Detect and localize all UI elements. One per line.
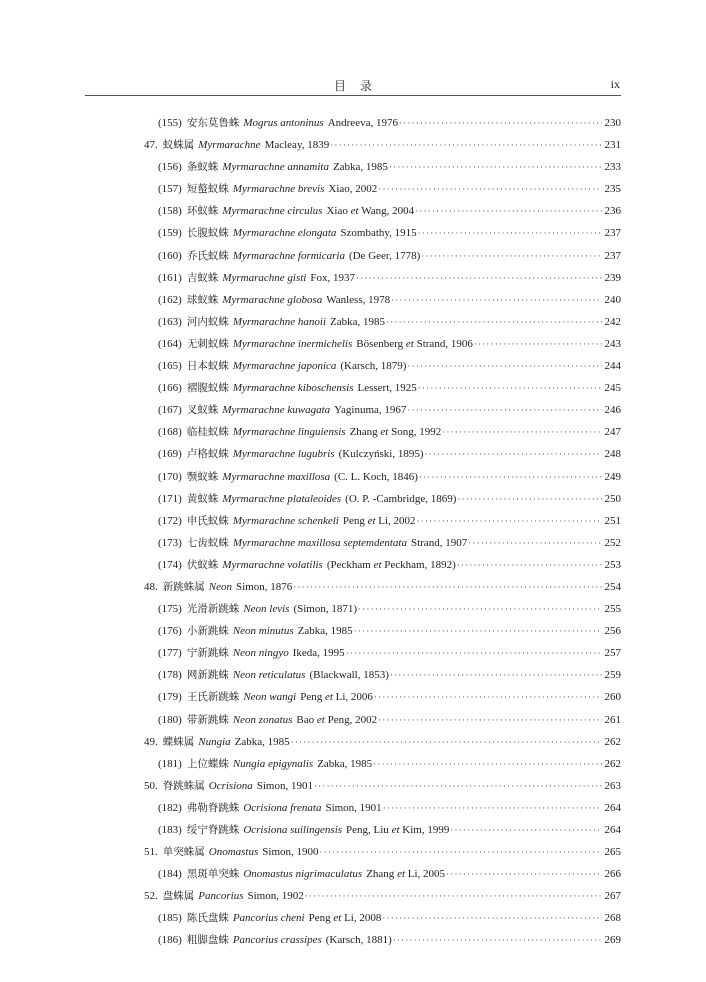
- toc-species-entry[interactable]: [144, 601, 621, 623]
- toc-species-entry[interactable]: [144, 756, 621, 778]
- entry-number: (170): [158, 470, 182, 483]
- scientific-name: Myrmarachne plataleoides: [222, 492, 342, 505]
- toc-species-entry[interactable]: [144, 159, 621, 181]
- entry-number: (162): [158, 293, 182, 306]
- entry-page-number: 231: [604, 139, 621, 152]
- entry-page-number: 262: [604, 757, 621, 770]
- author: Simon, 1876: [235, 580, 293, 593]
- scientific-name: Nungia epigynalis: [232, 757, 314, 770]
- entry-page-number: 244: [604, 360, 621, 373]
- leader-dots: [399, 118, 602, 128]
- entry-number: (166): [158, 382, 182, 395]
- chinese-name: 新跳蛛属: [162, 580, 205, 593]
- leader-dots: [314, 781, 602, 791]
- header-rule: [85, 95, 621, 96]
- entry-page-number: 235: [604, 183, 621, 196]
- author-et: et: [350, 205, 359, 218]
- author: Peng: [308, 912, 331, 925]
- entry-page-number: 250: [604, 492, 621, 505]
- scientific-name: Neon zonatus: [232, 713, 293, 726]
- toc-species-entry[interactable]: [144, 712, 621, 734]
- scientific-name: Neon: [208, 580, 232, 593]
- scientific-name: Neon ningyo: [232, 647, 289, 660]
- leader-dots: [330, 140, 602, 150]
- author: Peng: [342, 514, 365, 527]
- author: (Karsch, 1881): [325, 934, 392, 947]
- toc-species-entry[interactable]: [144, 623, 621, 645]
- toc-species-entry[interactable]: [144, 932, 621, 954]
- chinese-name: 王氏新跳蛛: [186, 691, 240, 704]
- scientific-name: Myrmarachne schenkeli: [232, 514, 339, 527]
- chinese-name: 七齿蚁蛛: [186, 536, 229, 549]
- entry-number: (174): [158, 558, 182, 571]
- author: Xiao: [326, 205, 348, 218]
- entry-number: (158): [158, 205, 182, 218]
- chinese-name: 河内蚁蛛: [186, 315, 229, 328]
- entry-page-number: 260: [604, 691, 621, 704]
- leader-dots: [293, 582, 602, 592]
- author: Zabka, 1985: [317, 757, 373, 770]
- scientific-name: Myrmarachne circulus: [222, 205, 323, 218]
- toc-species-entry[interactable]: [144, 645, 621, 667]
- toc-species-entry[interactable]: [144, 181, 621, 203]
- chinese-name: 褶腹蚁蛛: [186, 382, 229, 395]
- toc-species-entry[interactable]: [144, 822, 621, 844]
- running-header-title: 目录: [333, 79, 386, 93]
- toc-species-entry[interactable]: [144, 270, 621, 292]
- author: Szombathy, 1915: [340, 227, 417, 240]
- entry-number: (179): [158, 691, 182, 704]
- leader-dots: [390, 670, 602, 680]
- toc-species-entry[interactable]: [144, 225, 621, 247]
- toc-species-entry[interactable]: [144, 866, 621, 888]
- toc-genus-entry[interactable]: [144, 734, 621, 756]
- author: Xiao, 2002: [328, 183, 378, 196]
- entry-number: (161): [158, 271, 182, 284]
- entry-number: (178): [158, 669, 182, 682]
- chinese-name: 卢格蚁蛛: [186, 448, 229, 461]
- author-et: et: [380, 426, 389, 439]
- entry-number: (173): [158, 536, 182, 549]
- leader-dots: [373, 759, 602, 769]
- scientific-name: Onomastus nigrimaculatus: [243, 868, 363, 881]
- toc-genus-entry[interactable]: [144, 778, 621, 800]
- chinese-name: 颚蚁蛛: [186, 470, 219, 483]
- entry-page-number: 242: [604, 315, 621, 328]
- chinese-name: 日本蚁蛛: [186, 360, 229, 373]
- toc-species-entry[interactable]: [144, 203, 621, 225]
- leader-dots: [457, 494, 602, 504]
- table-of-contents: [144, 115, 621, 955]
- leader-dots: [442, 427, 602, 437]
- author: Peng: [300, 691, 323, 704]
- scientific-name: Myrmarachne globosa: [222, 293, 323, 306]
- entry-number: 47.: [144, 139, 158, 152]
- leader-dots: [407, 361, 602, 371]
- author: (O. P. -Cambridge, 1869): [345, 492, 457, 505]
- entry-number: (164): [158, 337, 182, 350]
- author: Bösenberg: [356, 337, 404, 350]
- leader-dots: [356, 273, 602, 283]
- scientific-name: Myrmarachne: [198, 139, 261, 152]
- entry-page-number: 257: [604, 647, 621, 660]
- leader-dots: [354, 626, 602, 636]
- toc-species-entry[interactable]: [144, 358, 621, 380]
- scientific-name: Myrmarachne kuwagata: [222, 404, 331, 417]
- scientific-name: Myrmarachne brevis: [232, 183, 325, 196]
- leader-dots: [378, 184, 602, 194]
- chinese-name: 小新跳蛛: [186, 625, 229, 638]
- entry-number: (181): [158, 757, 182, 770]
- author: Zabka, 1985: [297, 625, 353, 638]
- leader-dots: [320, 847, 603, 857]
- author-second: Li, 2002: [378, 514, 416, 527]
- entry-number: (177): [158, 647, 182, 660]
- toc-species-entry[interactable]: [144, 800, 621, 822]
- leader-dots: [382, 913, 602, 923]
- author-second: Li, 2005: [407, 868, 446, 881]
- leader-dots: [418, 383, 602, 393]
- leader-dots: [418, 228, 602, 238]
- entry-page-number: 237: [604, 227, 621, 240]
- entry-number: 48.: [144, 580, 158, 593]
- chinese-name: 上位蝶蛛: [186, 757, 229, 770]
- author-second: Strand, 1906: [416, 337, 473, 350]
- leader-dots: [457, 560, 602, 570]
- author-et: et: [391, 824, 400, 836]
- chinese-name: 盘蛛属: [162, 890, 195, 903]
- entry-number: (184): [158, 868, 182, 881]
- scientific-name: Ocrisiona suilingensis: [243, 824, 343, 836]
- leader-dots: [346, 648, 602, 658]
- entry-number: 52.: [144, 890, 158, 903]
- entry-number: (160): [158, 249, 182, 262]
- leader-dots: [391, 295, 602, 305]
- author-second: Li, 2008: [344, 912, 382, 925]
- author-et: et: [367, 514, 376, 527]
- toc-species-entry[interactable]: [144, 424, 621, 446]
- scientific-name: Myrmarachne kiboschensis: [232, 382, 354, 395]
- leader-dots: [291, 737, 602, 747]
- chinese-name: 绥宁脊跳蛛: [186, 824, 240, 836]
- entry-page-number: 264: [604, 801, 621, 814]
- entry-number: (157): [158, 183, 182, 196]
- author: (Simon, 1871): [293, 603, 358, 616]
- chinese-name: 环蚁蛛: [186, 205, 219, 218]
- scientific-name: Neon wangi: [243, 691, 297, 704]
- toc-genus-entry[interactable]: [144, 579, 621, 601]
- chinese-name: 乔氏蚁蛛: [186, 249, 229, 262]
- scientific-name: Myrmarachne maxillosa: [222, 470, 331, 483]
- chinese-name: 蝶蛛属: [162, 735, 195, 748]
- leader-dots: [374, 692, 602, 702]
- entry-page-number: 268: [604, 912, 621, 925]
- entry-page-number: 255: [604, 603, 621, 616]
- leader-dots: [393, 935, 602, 945]
- toc-genus-entry[interactable]: [144, 137, 621, 159]
- entry-number: (156): [158, 161, 182, 174]
- scientific-name: Neon levis: [243, 603, 290, 616]
- entry-page-number: 247: [604, 426, 621, 439]
- entry-page-number: 252: [604, 536, 621, 549]
- chinese-name: 无刺蚁蛛: [186, 337, 229, 350]
- leader-dots: [425, 449, 602, 459]
- chinese-name: 粗脚盘蛛: [186, 934, 229, 947]
- leader-dots: [407, 405, 602, 415]
- author-et: et: [316, 713, 325, 726]
- entry-page-number: 263: [604, 779, 621, 792]
- author: (De Geer, 1778): [348, 249, 421, 262]
- scientific-name: Mogrus antoninus: [243, 117, 324, 129]
- chinese-name: 申氏蚁蛛: [186, 514, 229, 527]
- toc-species-entry[interactable]: [144, 667, 621, 689]
- chinese-name: 陈氏盘蛛: [186, 912, 229, 925]
- entry-page-number: 261: [604, 713, 621, 726]
- entry-page-number: 243: [604, 337, 621, 350]
- chinese-name: 弗勒脊跳蛛: [186, 801, 240, 814]
- toc-species-entry[interactable]: [144, 557, 621, 579]
- author-et: et: [405, 337, 414, 350]
- author: (Blackwall, 1853): [309, 669, 389, 682]
- entry-number: 50.: [144, 779, 158, 792]
- chinese-name: 脊跳蛛属: [162, 779, 205, 792]
- scientific-name: Neon minutus: [232, 625, 294, 638]
- toc-species-entry[interactable]: [144, 292, 621, 314]
- scientific-name: Ocrisiona: [208, 779, 253, 792]
- toc-species-entry[interactable]: [144, 446, 621, 468]
- author: Zhang: [366, 868, 395, 881]
- entry-number: (155): [158, 117, 182, 129]
- leader-dots: [386, 317, 602, 327]
- leader-dots: [305, 891, 602, 901]
- toc-species-entry[interactable]: [144, 115, 621, 137]
- scientific-name: Myrmarachne linguiensis: [232, 426, 346, 439]
- leader-dots: [358, 604, 602, 614]
- entry-page-number: 249: [604, 470, 621, 483]
- scientific-name: Pancorius: [198, 890, 244, 903]
- leader-dots: [417, 516, 602, 526]
- toc-species-entry[interactable]: [144, 314, 621, 336]
- author: Yaginuma, 1967: [334, 404, 407, 417]
- leader-dots: [474, 339, 602, 349]
- author: (Karsch, 1879): [340, 360, 407, 373]
- author: Bao: [296, 713, 315, 726]
- chinese-name: 黄蚁蛛: [186, 492, 219, 505]
- entry-number: (159): [158, 227, 182, 240]
- toc-species-entry[interactable]: [144, 469, 621, 491]
- leader-dots: [468, 538, 602, 548]
- chinese-name: 球蚁蛛: [186, 293, 219, 306]
- chinese-name: 伏蚁蛛: [186, 558, 219, 571]
- author-second: Peckham, 1892): [384, 558, 456, 571]
- leader-dots: [383, 803, 602, 813]
- entry-page-number: 251: [604, 514, 621, 527]
- scientific-name: Neon reticulatus: [232, 669, 306, 682]
- author-second: Peng, 2002: [327, 713, 378, 726]
- author: Zhang: [349, 426, 378, 439]
- scientific-name: Myrmarachne inermichelis: [232, 337, 353, 350]
- author: Strand, 1907: [410, 536, 468, 549]
- toc-genus-entry[interactable]: [144, 844, 621, 866]
- scientific-name: Myrmarachne elongata: [232, 227, 337, 240]
- page-number: ix: [610, 77, 620, 91]
- author: Simon, 1900: [262, 846, 319, 859]
- scientific-name: Myrmarachne formicaria: [232, 249, 345, 262]
- scientific-name: Nungia: [198, 735, 231, 748]
- toc-species-entry[interactable]: [144, 402, 621, 424]
- entry-page-number: 265: [604, 846, 621, 859]
- entry-number: (175): [158, 603, 182, 616]
- entry-number: 51.: [144, 846, 158, 859]
- entry-page-number: 245: [604, 382, 621, 395]
- author: Lessert, 1925: [357, 382, 417, 395]
- author: Ikeda, 1995: [292, 647, 345, 660]
- author-second: Wang, 2004: [361, 205, 415, 218]
- toc-genus-entry[interactable]: [144, 888, 621, 910]
- leader-dots: [421, 251, 602, 261]
- entry-page-number: 262: [604, 735, 621, 748]
- chinese-name: 带新跳蛛: [186, 713, 229, 726]
- entry-page-number: 246: [604, 404, 621, 417]
- entry-number: (172): [158, 514, 182, 527]
- author: Wanless, 1978: [326, 293, 391, 306]
- chinese-name: 叉蚁蛛: [186, 404, 219, 417]
- scientific-name: Myrmarachne annamita: [222, 161, 329, 174]
- chinese-name: 光滑新跳蛛: [186, 603, 240, 616]
- author: Simon, 1901: [325, 801, 382, 814]
- scientific-name: Myrmarachne volatilis: [222, 558, 323, 571]
- entry-page-number: 230: [604, 117, 621, 129]
- entry-number: (169): [158, 448, 182, 461]
- leader-dots: [389, 162, 602, 172]
- entry-number: (180): [158, 713, 182, 726]
- chinese-name: 宁新跳蛛: [186, 647, 229, 660]
- scientific-name: Pancorius cheni: [232, 912, 305, 925]
- author: (Kulczyński, 1895): [338, 448, 424, 461]
- entry-page-number: 256: [604, 625, 621, 638]
- entry-page-number: 233: [604, 161, 621, 174]
- author: (Peckham: [326, 558, 371, 571]
- author: Macleay, 1839: [264, 139, 330, 152]
- toc-species-entry[interactable]: [144, 491, 621, 513]
- toc-species-entry[interactable]: [144, 336, 621, 358]
- scientific-name: Onomastus: [208, 846, 259, 859]
- toc-species-entry[interactable]: [144, 380, 621, 402]
- entry-number: (168): [158, 426, 182, 439]
- toc-species-entry[interactable]: [144, 513, 621, 535]
- entry-number: (176): [158, 625, 182, 638]
- entry-number: (167): [158, 404, 182, 417]
- entry-page-number: 240: [604, 293, 621, 306]
- scientific-name: Myrmarachne gisti: [222, 271, 307, 284]
- leader-dots: [415, 206, 602, 216]
- leader-dots: [450, 825, 602, 835]
- leader-dots: [419, 472, 602, 482]
- chinese-name: 条蚁蛛: [186, 161, 219, 174]
- author: (C. L. Koch, 1846): [334, 470, 418, 483]
- author: Zabka, 1985: [234, 735, 290, 748]
- author-second: Song, 1992: [391, 426, 442, 439]
- chinese-name: 吉蚁蛛: [186, 271, 219, 284]
- entry-number: (186): [158, 934, 182, 947]
- entry-page-number: 236: [604, 205, 621, 218]
- toc-species-entry[interactable]: [144, 689, 621, 711]
- chinese-name: 黑斑单突蛛: [186, 868, 240, 881]
- entry-page-number: 267: [604, 890, 621, 903]
- scientific-name: Myrmarachne japonica: [232, 360, 337, 373]
- entry-page-number: 237: [604, 249, 621, 262]
- scientific-name: Ocrisiona frenata: [243, 801, 322, 814]
- scientific-name: Myrmarachne hanoii: [232, 315, 327, 328]
- entry-page-number: 239: [604, 271, 621, 284]
- leader-dots: [378, 715, 602, 725]
- author-et: et: [324, 691, 333, 704]
- scientific-name: Myrmarachne lugubris: [232, 448, 335, 461]
- author: Zabka, 1985: [330, 315, 385, 328]
- entry-page-number: 269: [604, 934, 621, 947]
- author-et: et: [397, 868, 406, 881]
- scientific-name: Myrmarachne maxillosa septemdentata: [232, 536, 407, 549]
- entry-page-number: 264: [604, 824, 621, 836]
- author-second: Kim, 1999: [402, 824, 450, 836]
- author: Simon, 1901: [256, 779, 313, 792]
- chinese-name: 临桂蚁蛛: [186, 426, 229, 439]
- author: Andreeva, 1976: [327, 117, 398, 129]
- chinese-name: 长腹蚁蛛: [186, 227, 229, 240]
- entry-page-number: 254: [604, 580, 621, 593]
- entry-page-number: 253: [604, 558, 621, 571]
- entry-number: 49.: [144, 735, 158, 748]
- entry-number: (185): [158, 912, 182, 925]
- author-et: et: [373, 558, 382, 571]
- toc-species-entry[interactable]: [144, 910, 621, 932]
- author: Simon, 1902: [247, 890, 304, 903]
- chinese-name: 网新跳蛛: [186, 669, 229, 682]
- author-second: Li, 2006: [335, 691, 373, 704]
- entry-number: (183): [158, 824, 182, 836]
- chinese-name: 安东莫鲁蛛: [186, 117, 240, 129]
- scientific-name: Pancorius crassipes: [232, 934, 322, 947]
- toc-species-entry[interactable]: [144, 535, 621, 557]
- chinese-name: 蚁蛛属: [162, 139, 195, 152]
- chinese-name: 单突蛛属: [162, 846, 205, 859]
- leader-dots: [446, 869, 602, 879]
- chinese-name: 短螯蚁蛛: [186, 183, 229, 196]
- entry-page-number: 266: [604, 868, 621, 881]
- author: Peng, Liu: [346, 824, 389, 836]
- entry-page-number: 248: [604, 448, 621, 461]
- entry-number: (163): [158, 315, 182, 328]
- entry-number: (165): [158, 360, 182, 373]
- entry-number: (171): [158, 492, 182, 505]
- author: Fox, 1937: [310, 271, 355, 284]
- author: Zabka, 1985: [332, 161, 388, 174]
- author-et: et: [333, 912, 342, 925]
- toc-species-entry[interactable]: [144, 248, 621, 270]
- entry-number: (182): [158, 801, 182, 814]
- entry-page-number: 259: [604, 669, 621, 682]
